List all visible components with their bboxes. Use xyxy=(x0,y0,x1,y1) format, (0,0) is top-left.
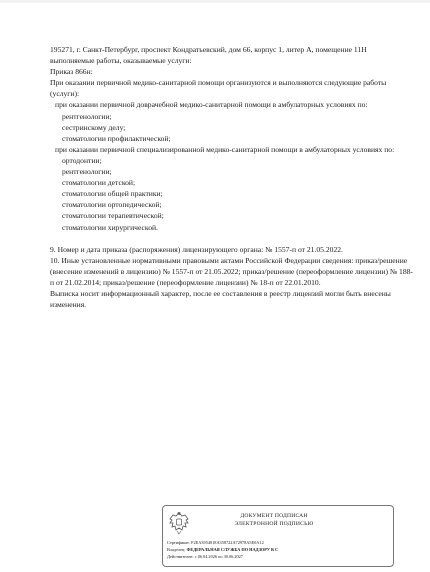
list-item: стоматологии ортопедической; xyxy=(62,200,162,210)
list-item: стоматологии терапевтической; xyxy=(62,211,164,221)
page-top-edge xyxy=(0,0,430,3)
order-text: Приказ 866н: xyxy=(50,67,93,77)
works-heading: выполняемые работы, оказываемые услуги: xyxy=(50,56,192,66)
primary-intro: При оказании первичной медико-санитарной помощи организуются и выполняются следующие работы (услуги): xyxy=(50,78,387,99)
coat-of-arms-icon xyxy=(167,511,191,536)
list-item: рентгенологии; xyxy=(62,111,112,121)
list-item: стоматологии хирургической. xyxy=(62,222,158,232)
certificate-owner: Владелец: ФЕДЕРАЛЬНАЯ СЛУЖБА ПО НАДЗОРУ В С xyxy=(167,547,279,552)
electronic-signature-stamp xyxy=(162,505,394,567)
prehospital-heading: при оказании первичной доврачебной медико-санитарной помощи в амбулаторных условиях по: xyxy=(55,100,368,110)
section-9: 9. Номер и дата приказа (распоряжения) лицензирующего органа: № 1557-п от 21.05.2022. xyxy=(50,244,343,254)
list-item: стоматологии профилактической; xyxy=(62,133,171,143)
specialized-list xyxy=(50,155,416,233)
list-item: стоматологии общей практики; xyxy=(62,189,163,199)
certificate-number: Сертификат: F2EA3954818A358722A72978A5E0A12 xyxy=(167,540,264,545)
specialized-heading: при оказании первичной специализированной медико-санитарной помощи в амбулаторных условиях по: xyxy=(55,144,395,154)
certificate-validity: Действителен: с 06.04.2026 по 30.06.2027 xyxy=(167,554,243,559)
signature-title: ДОКУМЕНТ ПОДПИСАН ЭЛЕКТРОННОЙ ПОДПИСЬЮ xyxy=(234,513,314,527)
address-text: 195271, г. Санкт-Петербург, проспект Кондратьевский, дом 66, корпус 1, литер А, помещение 11Н xyxy=(50,45,367,54)
prehospital-list xyxy=(50,111,416,144)
list-item: ортодонтии; xyxy=(62,155,102,165)
list-item: рентгенологии; xyxy=(62,167,112,177)
section-10: 10. Иные установленные нормативными правовыми актами Российской Федерации сведения: приказ/решение (внесение изменений в лицензию) № 1557-п от 21.05.2022; приказ/решение (переоформление лицензии) № 188-п от 21.02.2014; приказ/решение (переоформление лицензии) № 18-п от 22.01.2010. xyxy=(50,255,413,287)
list-item: сестринскому делу; xyxy=(62,122,126,132)
list-item: стоматологии детской; xyxy=(62,178,136,188)
disclaimer-text: Выписка носит информационный характер, после ее составления в реестр лицензий могли быть внесены изменения. xyxy=(50,289,391,310)
document-page xyxy=(50,44,416,310)
